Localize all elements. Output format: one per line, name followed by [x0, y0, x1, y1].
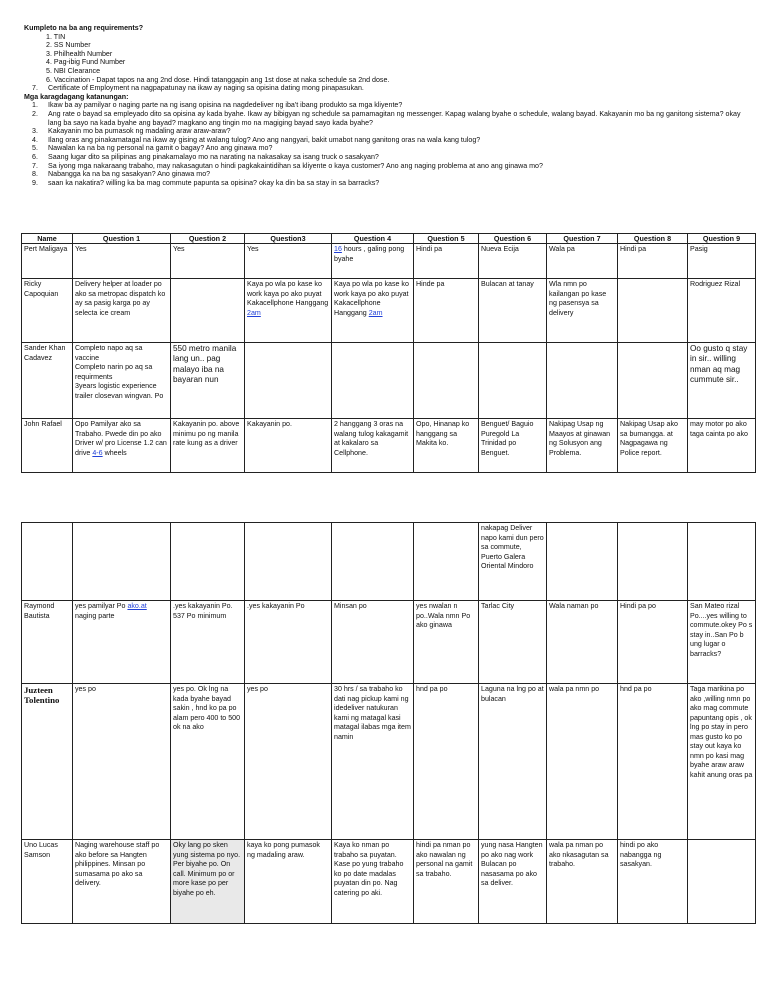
answer-cell	[332, 279, 414, 343]
question-number: 6.	[32, 152, 38, 161]
answer-cell: kaya ko pong pumasok ng madaling araw.	[245, 840, 332, 924]
question-number: 1.	[32, 101, 38, 110]
answer-text: hours , galing pong byahe	[334, 245, 405, 263]
answer-cell: Oo gusto q stay in sir.. willing nman aq mag cummute sir..	[688, 343, 756, 419]
answer-cell: Nakipag Usap ng Maayos at ginawan ng Solusyon ang Problema.	[547, 419, 618, 473]
answer-cell: Wla nmn po kailangan po kase ng pasensya sa delivery	[547, 279, 618, 343]
answer-text: naging parte	[75, 611, 115, 620]
answer-cell: Completo napo aq sa vaccine Completo narin po aq sa requirments 3years logistic experience trailer closevan wingvan. Po	[73, 343, 171, 419]
answer-cell: San Mateo rizal Po....yes willing to commute.okey Po s stay in..San Po b ung lugar o barracks?	[688, 601, 756, 684]
answer-cell: wala pa nmn po	[547, 684, 618, 840]
answer-cell: Kakayanin po.	[245, 419, 332, 473]
answer-cell: may motor po ako taga cainta po ako	[688, 419, 756, 473]
applicant-name: Ricky Capoquian	[22, 279, 73, 343]
column-header: Question 7	[547, 234, 618, 244]
answer-cell	[332, 244, 414, 279]
answer-text: Kaya po wla po kase ko work kaya po ako puyat Kakacellphone Hanggang	[247, 280, 329, 307]
question-number: 5.	[32, 144, 38, 153]
applicant-name: Raymond Bautista	[22, 601, 73, 684]
answer-cell: Wala pa	[547, 244, 618, 279]
question-number: 9.	[32, 178, 38, 187]
answer-cell: Hinde pa	[414, 279, 479, 343]
applicant-name: Uno Lucas Samson	[22, 840, 73, 924]
applicant-name: Juzteen Tolentino	[22, 684, 73, 840]
question-item	[24, 153, 754, 162]
answer-cell	[688, 840, 756, 924]
requirement-item: 2. SS Number	[46, 41, 91, 50]
question-text: Saang lugar dito sa pilipinas ang pinakamalayo mo na narating na nakasakay sa isang truck o sasakyan?	[48, 152, 379, 161]
answer-cell: .yes kakayanin Po. 537 Po minimum	[171, 601, 245, 684]
question-item	[24, 144, 754, 153]
column-header: Question 1	[73, 234, 171, 244]
table-row	[22, 840, 756, 924]
answer-cell	[171, 279, 245, 343]
answer-cell: Kaya ko nman po trabaho sa puyatan. Kase po yung trabaho ko po date madalas puyatan din po. Nag catering po aki.	[332, 840, 414, 924]
answer-text: wheels	[102, 448, 127, 457]
applicant-name: Sander Khan Cadavez	[22, 343, 73, 419]
requirement-item: 6. Vaccination - Dapat tapos na ang 2nd dose. Hindi tatanggapin ang 1st dose at naka schedule sa 2nd dose.	[46, 75, 390, 84]
answer-link[interactable]: 2am	[368, 308, 383, 317]
question-text: Kakayanin mo ba pumasok ng madaling araw araw-araw?	[48, 127, 231, 136]
answer-link[interactable]: 4-6	[92, 448, 103, 457]
question-item	[24, 110, 754, 127]
answer-cell: Taga marikina po ako ,willing nmn po ako mag commute papuntang opis , ok lng po stay in pero mas gusto ko po stay out kaya ko nmn po kasi mag byahe araw araw kahit anung oras pa	[688, 684, 756, 840]
question-number: 8.	[32, 170, 38, 179]
column-header: Question3	[245, 234, 332, 244]
answer-cell	[547, 343, 618, 419]
answer-cell	[245, 343, 332, 419]
answer-cell: yung nasa Hangten po ako nag work Bulacan po nasasama po ako sa deliver.	[479, 840, 547, 924]
column-header: Question 2	[171, 234, 245, 244]
requirement-number: 7.	[32, 84, 38, 93]
answer-cell	[414, 343, 479, 419]
answers-table-page2	[21, 522, 756, 924]
answer-cell: yes nwalan n po..Wala nmn Po ako ginawa	[414, 601, 479, 684]
table-row	[22, 601, 756, 684]
answer-cell	[73, 419, 171, 473]
requirements-heading: Kumpleto na ba ang requirements?	[24, 24, 144, 32]
question-number: 4.	[32, 135, 38, 144]
answer-cell: Wala naman po	[547, 601, 618, 684]
answer-cell: Minsan po	[332, 601, 414, 684]
answer-cell: .yes kakayanin Po	[245, 601, 332, 684]
question-text: saan ka nakatira? willing ka ba mag commute papunta sa opisina? okay ka din ba sa stay in sa barracks?	[48, 178, 380, 187]
requirement-text: Certificate of Employment na nagpapatunay na ikaw ay naging sa opisina dating mong pinapasukan.	[48, 84, 364, 93]
requirement-item	[24, 84, 754, 93]
answer-cell: wala pa nman po ako nkasagutan sa trabaho.	[547, 840, 618, 924]
answer-cell: Pasig	[688, 244, 756, 279]
answer-cell: hnd pa po	[618, 684, 688, 840]
answer-cell: Nakipag Usap ako sa bumangga. at Nagpagawa ng Police report.	[618, 419, 688, 473]
answer-cell: Kakayanin po. above minimu po ng manila rate kung as a driver	[171, 419, 245, 473]
answer-cell: yes po. Ok lng na kada byahe bayad sakin , hnd ko pa po alam pero 400 to 500 ok na ako	[171, 684, 245, 840]
answer-cell: Yes	[245, 244, 332, 279]
answer-text: yes pamilyar Po	[75, 602, 128, 610]
answer-cell: Nueva Ecija	[479, 244, 547, 279]
requirement-item: 1. TIN	[46, 32, 66, 41]
answer-cell: Hindi pa	[618, 244, 688, 279]
question-number: 3.	[32, 127, 38, 136]
question-item	[24, 127, 754, 136]
questions-heading: Mga karagdagang katanungan:	[24, 92, 129, 101]
answer-cell	[479, 343, 547, 419]
answer-cell: Rodriguez Rizal	[688, 279, 756, 343]
question-item	[24, 179, 754, 188]
question-item	[24, 162, 754, 171]
question-item	[24, 101, 754, 110]
question-item	[24, 136, 754, 145]
answer-cell: Delivery helper at loader po ako sa metropac dispatch ko ay sa pasig karga po ay selecta ice cream	[73, 279, 171, 343]
answer-text: Kaya po wla po kase ko work kaya po ako puyat Kakacellphone Hanggang	[334, 280, 409, 317]
answer-cell: nakapag Deliver napo kami dun pero sa commute, Puerto Galera Oriental Mindoro	[479, 523, 547, 601]
requirement-item: 3. Philhealth Number	[46, 49, 113, 58]
table-row	[22, 244, 756, 279]
answer-cell: Hindi pa po	[618, 601, 688, 684]
answer-link[interactable]: 16	[334, 245, 342, 253]
answer-link[interactable]: 2am	[247, 308, 261, 317]
question-item	[24, 170, 754, 179]
answers-table-page1	[21, 233, 756, 473]
column-header: Question 5	[414, 234, 479, 244]
applicant-name: John Rafael	[22, 419, 73, 473]
answer-cell	[618, 279, 688, 343]
column-header: Name	[22, 234, 73, 244]
column-header: Question 4	[332, 234, 414, 244]
answer-cell	[618, 343, 688, 419]
table-row	[22, 279, 756, 343]
column-header: Question 8	[618, 234, 688, 244]
answer-text: Opo Pamilyar ako sa Trabaho. Pwede din po ako Driver w/ pro License 1.2 can drive	[75, 420, 167, 457]
requirement-item: 5. NBI Clearance	[46, 66, 101, 75]
column-header: Question 6	[479, 234, 547, 244]
question-text: Ang rate o bayad sa empleyado dito sa opisina ay kada byahe. Ikaw ay bibigyan ng schedule sa pamamagitan ng messenger. Kapag walang byahe o schedule, walang bayad. Kakayanin mo ba ng ganitong sistema? okay lang ba sayo na kada byahe ang bayad? magkano ang tingin mo na magiging bayad sayo kada byahe?	[48, 109, 741, 127]
question-number: 2.	[32, 109, 38, 118]
answer-cell: hindi pa nman po ako nawalan ng personal na gamit sa trabaho.	[414, 840, 479, 924]
answer-cell: 550 metro manila lang un.. pag malayo iba na bayaran nun	[171, 343, 245, 419]
table-row	[22, 343, 756, 419]
answer-cell: Opo, Hinanap ko hanggang sa Makita ko.	[414, 419, 479, 473]
table-row	[22, 523, 756, 601]
answer-cell: Yes	[171, 244, 245, 279]
answer-cell: Benguet/ Baguio Puregold La Trinidad po Benguet.	[479, 419, 547, 473]
answer-cell	[332, 343, 414, 419]
answer-cell: Naging warehouse staff po ako before sa Hangten philippines. Minsan po sumasama po ako sa delivery.	[73, 840, 171, 924]
answer-cell: Bulacan at tanay	[479, 279, 547, 343]
question-text: Ilang oras ang pinakamatagal na ikaw ay gising at walang tulog? Ano ang nangyari, bakit umabot nang ganitong oras na wala kang tulog?	[48, 135, 481, 144]
answer-cell: Hindi pa	[414, 244, 479, 279]
answer-cell	[245, 279, 332, 343]
question-text: Nawalan ka na ba ng personal na gamit o bagay? Ano ang ginawa mo?	[48, 144, 273, 153]
answer-cell	[73, 601, 171, 684]
answer-cell: Oky lang po sken yung sistema po nyo. Per biyahe po. On call. Minimum po or more kase po per biyahe po eh.	[171, 840, 245, 924]
question-text: Ikaw ba ay pamilyar o naging parte na ng isang opisina na nagdedeliver ng iba't ibang produkto sa mga kliyente?	[48, 101, 403, 110]
applicant-name: Pert Maligaya	[22, 244, 73, 279]
answer-cell: yes po	[245, 684, 332, 840]
question-text: Nabangga ka na ba ng sasakyan? Ano ginawa mo?	[48, 170, 211, 179]
answer-cell: 30 hrs / sa trabaho ko dati nag pickup kami ng idedeliver natukuran kami ng matagal kasi matagal ilabas mga item namin	[332, 684, 414, 840]
answer-cell: yes po	[73, 684, 171, 840]
answer-cell: hindi po ako nabangga ng sasakyan.	[618, 840, 688, 924]
answer-cell: Laguna na lng po at bulacan	[479, 684, 547, 840]
answer-cell: Tarlac City	[479, 601, 547, 684]
answer-cell: Yes	[73, 244, 171, 279]
table-row	[22, 684, 756, 840]
answer-cell: hnd pa po	[414, 684, 479, 840]
intro-section	[24, 24, 754, 187]
question-text: Sa iyong mga nakaraang trabaho, may nakasagutan o hindi pagkakaintidihan sa kliyente o kaya customer? Ano ang naging problema at ano ang ginawa mo?	[48, 161, 543, 170]
column-header: Question 9	[688, 234, 756, 244]
answer-cell: 2 hanggang 3 oras na walang tulog kakagamit at kakalaro sa Cellphone.	[332, 419, 414, 473]
table-header-row	[22, 234, 756, 244]
answer-link[interactable]: ako.at	[127, 602, 147, 610]
requirement-item: 4. Pag-ibig Fund Number	[46, 58, 126, 67]
question-number: 7.	[32, 161, 38, 170]
table-row	[22, 419, 756, 473]
